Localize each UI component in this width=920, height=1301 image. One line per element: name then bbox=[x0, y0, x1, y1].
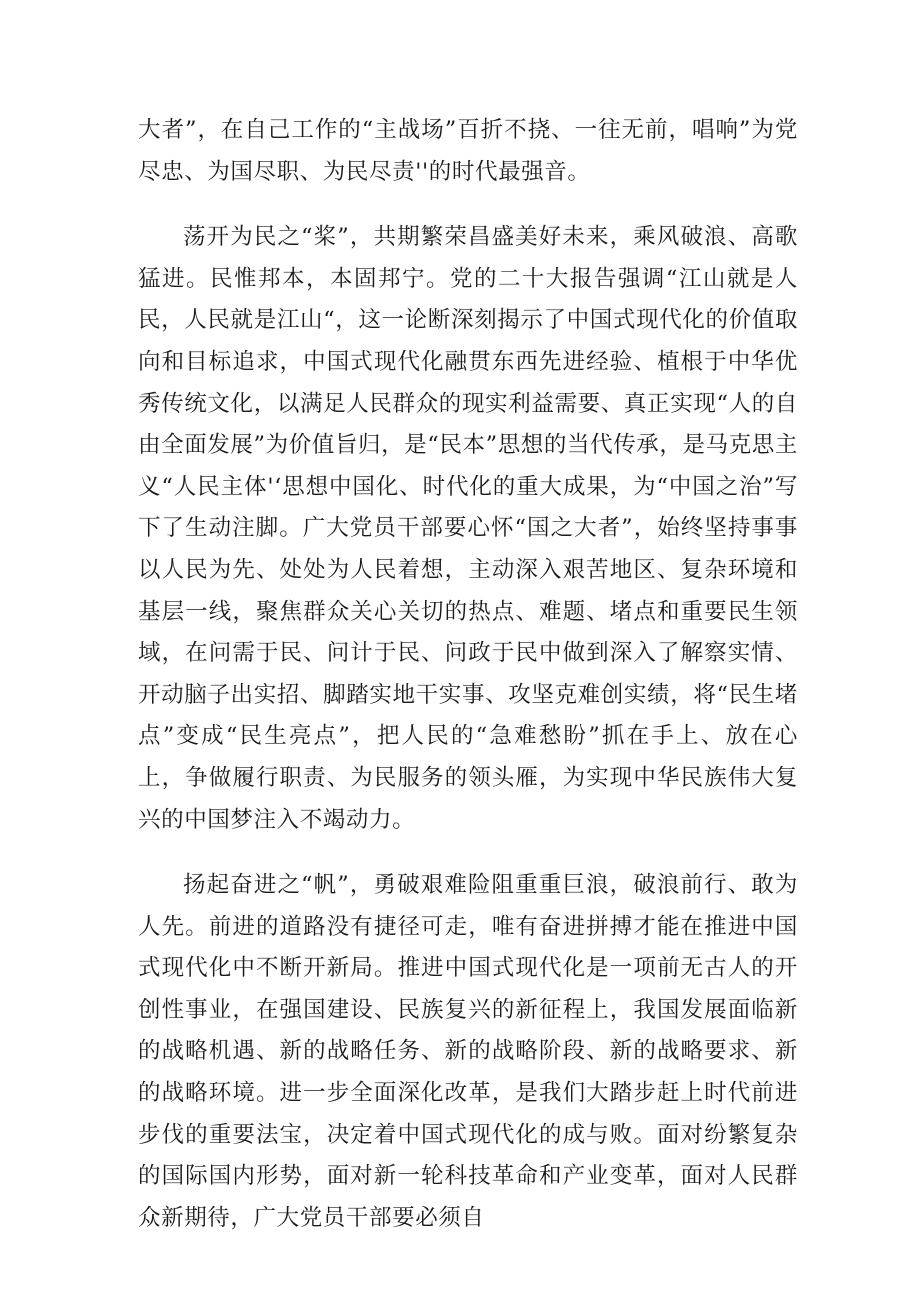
document-body bbox=[138, 110, 798, 1239]
paragraph-continuation: 大者”，在自己工作的“主战场”百折不挠、一往无前，唱响”为党尽忠、为国尽职、为民尽责''的时代最强音。 bbox=[138, 117, 798, 185]
paragraph-people-oar: 荡开为民之“桨”，共期繁荣昌盛美好未来，乘风破浪、高歌猛进。民惟邦本，本固邦宁。党的二十大报告强调“江山就是人民，人民就是江山“，这一论断深刻揭示了中国式现代化的价值取向和目标追求，中国式现代化融贯东西先进经验、植根于中华优秀传统文化，以满足人民群众的现实利益需要、真正实现“人的自由全面发展”为价值旨归，是“民本”思想的当代传承，是马克思主义“人民主体'‘思想中国化、时代化的重大成果，为“中国之治”写下了生动注脚。广大党员干部要心怀“国之大者”，始终坚持事事以人民为先、处处为人民着想，主动深入艰苦地区、复杂环境和基层一线，聚焦群众关心关切的热点、难题、堵点和重要民生领域，在问需于民、问计于民、问政于民中做到深入了解察实情、开动脑子出实招、脚踏实地干实事、攻坚克难创实绩，将“民生堵点”变成“民生亮点”，把人民的“急难愁盼”抓在手上、放在心上，争做履行职责、为民服务的领头雁，为实现中华民族伟大复兴的中国梦注入不竭动力。 bbox=[138, 224, 799, 833]
paragraph-forward-sail: 扬起奋进之“帆”，勇破艰难险阻重重巨浪，破浪前行、敢为人先。前进的道路没有捷径可走，唯有奋进拼搏才能在推进中国式现代化中不断开新局。推进中国式现代化是一项前无古人的开创性事业，在强国建设、民族复兴的新征程上，我国发展面临新的战略机遇、新的战略任务、新的战略阶段、新的战略要求、新的战略环境。进一步全面深化改革，是我们大踏步赶上时代前进步伐的重要法宝，决定着中国式现代化的成与败。面对纷繁复杂的国际国内形势，面对新一轮科技革命和产业变革，面对人民群众新期待，广大党员干部要必须自 bbox=[138, 872, 798, 1231]
